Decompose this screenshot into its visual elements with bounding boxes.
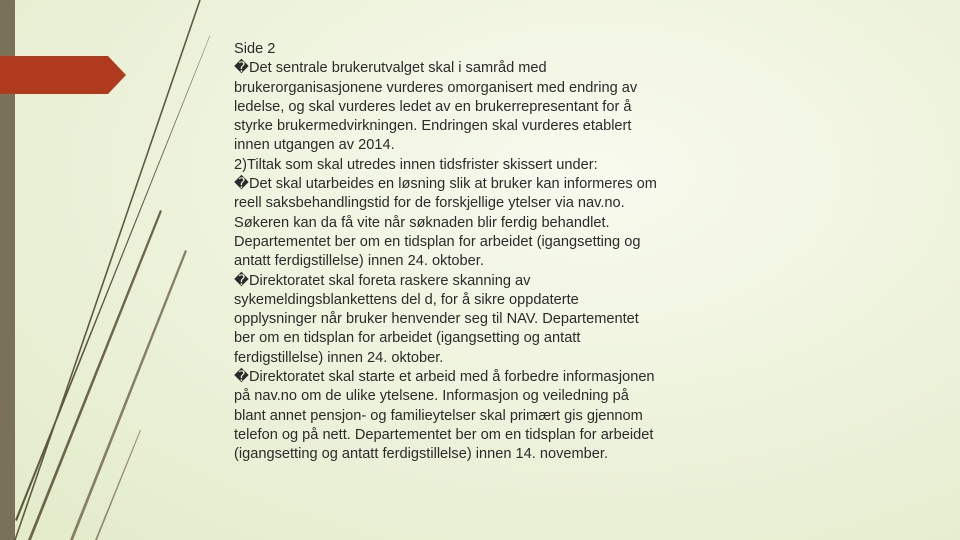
text-line: opplysninger når bruker henvender seg til NAV. Departementet (234, 311, 639, 328)
text-line: Departementet ber om en tidsplan for arbeidet (igangsetting og (234, 233, 641, 250)
text-line: (igangsetting og antatt ferdigstillelse) innen 14. november. (234, 446, 608, 463)
text-line: blant annet pensjon- og familieytelser skal primært gis gjennom (234, 407, 643, 424)
text-line: innen utgangen av 2014. (234, 137, 395, 154)
text-line: telefon og på nett. Departementet ber om en tidsplan for arbeidet (234, 426, 654, 443)
text-line: ledelse, og skal vurderes ledet av en brukerrepresentant for å (234, 98, 632, 115)
text-line: 2)Tiltak som skal utredes innen tidsfrister skissert under: (234, 156, 598, 173)
text-line: brukerorganisasjonene vurderes omorganisert med endring av (234, 79, 638, 96)
text-line: �Det sentrale brukerutvalget skal i samråd med (234, 60, 547, 77)
text-line: Søkeren kan da få vite når søknaden blir ferdig behandlet. (234, 214, 610, 231)
slide-text-body (234, 40, 714, 465)
text-line: reell saksbehandlingstid for de forskjellige ytelser via nav.no. (234, 195, 625, 212)
text-line: antatt ferdigstillelse) innen 24. oktober. (234, 253, 484, 270)
text-line: sykemeldingsblankettens del d, for å sikre oppdaterte (234, 291, 579, 308)
page-label: Side 2 (234, 41, 276, 57)
text-line: �Direktoratet skal foreta raskere skanning av (234, 272, 531, 289)
text-line: �Direktoratet skal starte et arbeid med å forbedre informasjonen (234, 369, 655, 386)
text-line: ferdigstillelse) innen 24. oktober. (234, 349, 444, 366)
text-line: på nav.no om de ulike ytelsene. Informasjon og veiledning på (234, 388, 629, 405)
red-accent-tab (0, 56, 126, 94)
text-line: ber om en tidsplan for arbeidet (igangsetting og antatt (234, 330, 581, 347)
text-line: �Det skal utarbeides en løsning slik at bruker kan informeres om (234, 176, 657, 193)
text-line: styrke brukermedvirkningen. Endringen skal vurderes etablert (234, 118, 632, 135)
